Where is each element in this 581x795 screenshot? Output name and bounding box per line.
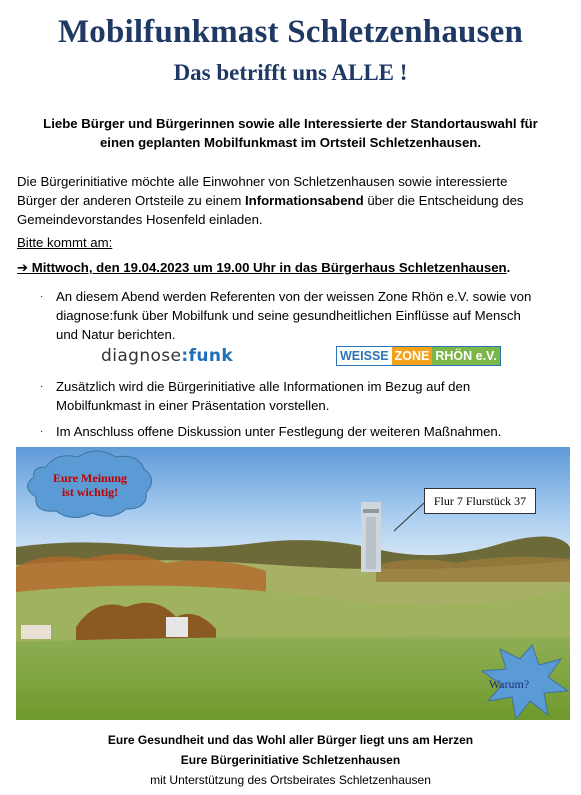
bullet-dot-icon: ·	[40, 381, 44, 392]
bitte-kommt-am: Bitte kommt am:	[17, 235, 113, 250]
footer-line-3: mit Unterstützung des Ortsbeirates Schletzenhausen	[150, 773, 431, 787]
event-line	[17, 260, 510, 276]
village-house	[21, 625, 51, 639]
bullet-3-line-1: Im Anschluss offene Diskussion unter Festlegung der weiteren Maßnahmen.	[56, 424, 502, 439]
bullet-1-line-1: An diesem Abend werden Referenten von der weissen Zone Rhön e.V. sowie von	[56, 289, 532, 304]
logo-funk-text: funk	[188, 346, 234, 366]
cloud-line-2: ist wichtig!	[61, 485, 119, 499]
footer-line-2: Eure Bürgerinitiative Schletzenhausen	[180, 753, 401, 767]
invitation-paragraph	[17, 172, 567, 229]
bullet-1-line-2: diagnose:funk über Mobilfunk und seine gesundheitlichen Einflüsse auf Mensch	[56, 308, 521, 323]
weisse-zone-rhoen-logo	[336, 346, 501, 366]
bullet-dot-icon: ·	[40, 426, 44, 437]
bullet-dot-icon: ·	[40, 291, 44, 302]
page-subtitle: Das betrifft uns ALLE !	[173, 60, 408, 85]
bullet-2-line-1: Zusätzlich wird die Bürgerinitiative alle Informationen im Bezug auf den	[56, 379, 471, 394]
cell-tower	[361, 502, 381, 572]
diagnose-funk-logo	[101, 346, 233, 366]
paragraph-line-2-pre: Bürger der anderen Ortsteile zu einem	[17, 193, 245, 208]
bullet-1-line-3: und Natur berichten.	[56, 327, 176, 342]
informationsabend-highlight: Informationsabend	[244, 193, 364, 208]
logo-colon-text: :	[181, 346, 189, 366]
intro-text	[20, 114, 561, 152]
intro-line-2: einen geplanten Mobilfunkmast im Ortsteil Schletzenhausen.	[99, 135, 482, 150]
logo-zone-text: ZONE	[392, 347, 433, 365]
event-date-location: ➔ Mittwoch, den 19.04.2023 um 19.00 Uhr in das Bürgerhaus Schletzenhausen	[17, 260, 507, 275]
cloud-line-1: Eure Meinung	[52, 471, 128, 485]
paragraph-line-2-post: über die Entscheidung des	[363, 193, 524, 208]
bullet-2-line-2: Mobilfunkmast in einer Präsentation vorstellen.	[56, 398, 330, 413]
logo-diagnose-text: diagnose	[101, 346, 182, 366]
intro-line-1: Liebe Bürger und Bürgerinnen sowie alle Interessierte der Standortauswahl für	[43, 116, 538, 131]
autumn-trees-right	[376, 557, 570, 582]
footer-line-1: Eure Gesundheit und das Wohl aller Bürger liegt uns am Herzen	[107, 733, 474, 747]
logo-rhoen-text: RHÖN e.V.	[432, 347, 499, 365]
village-house	[166, 617, 188, 637]
bullet-item-diskussion	[40, 422, 565, 441]
star-callout-text: Warum?	[488, 677, 530, 691]
logo-weisse-text: WEISSE	[337, 347, 392, 365]
paragraph-line-3: Gemeindevorstandes Hosenfeld einladen.	[17, 212, 263, 227]
paragraph-line-1: Die Bürgerinitiative möchte alle Einwohner von Schletzenhausen sowie interessierte	[17, 174, 508, 189]
bullet-item-praesentation	[40, 377, 565, 415]
bullet-item-referenten	[40, 287, 565, 344]
page-title: Mobilfunkmast Schletzenhausen	[57, 14, 524, 50]
cloud-callout-text	[40, 471, 140, 499]
flurstueck-callout: Flur 7 Flurstück 37	[424, 488, 536, 514]
event-period: .	[506, 260, 511, 275]
paragraph-line-2	[17, 191, 567, 210]
